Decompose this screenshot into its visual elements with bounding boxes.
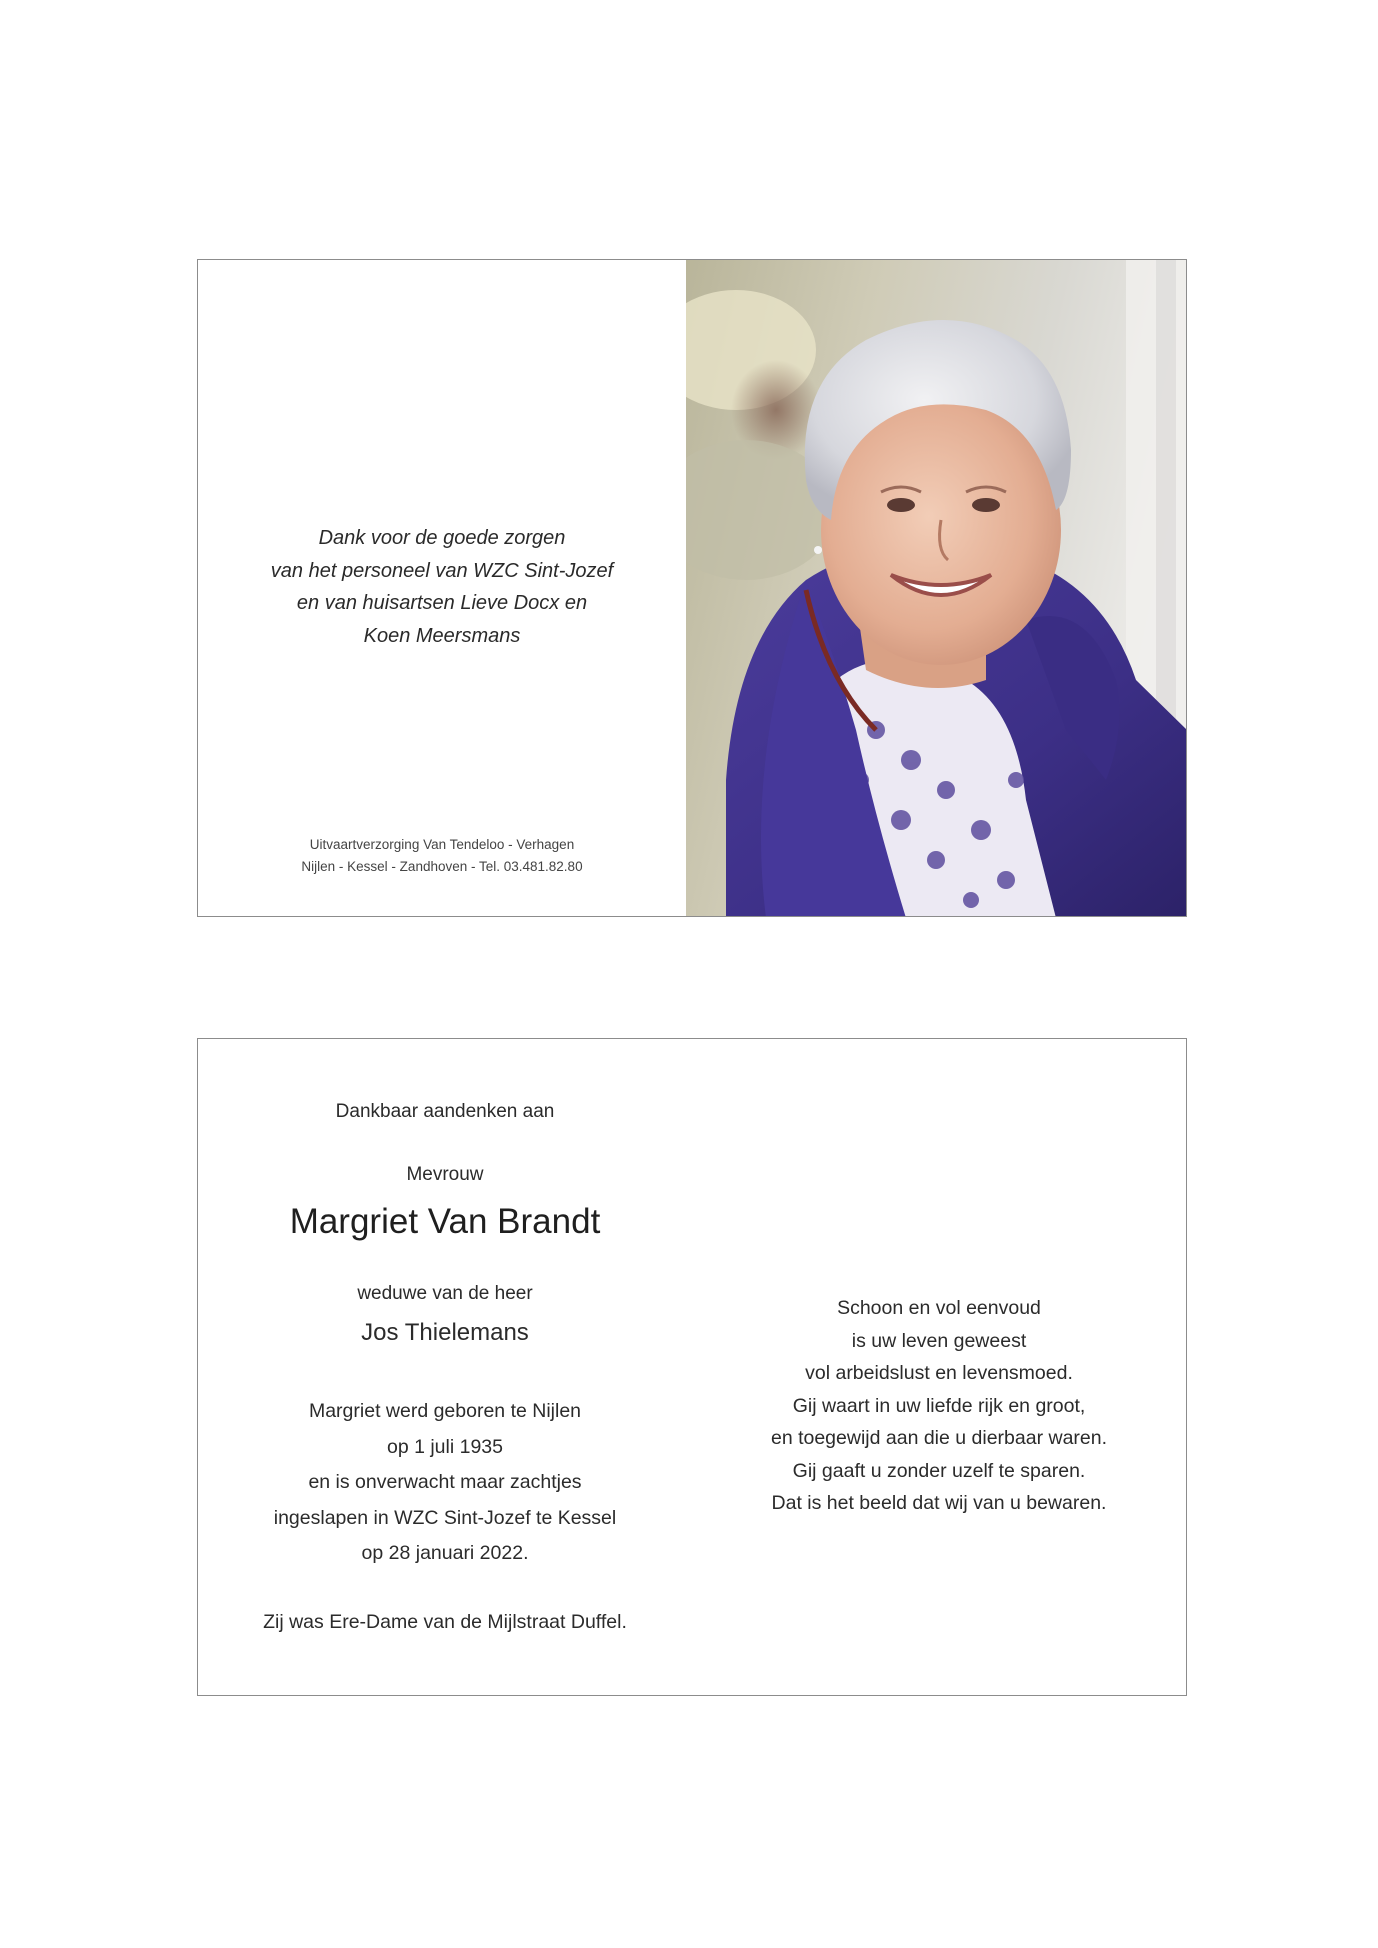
thanks-line: en van huisartsen Lieve Docx en: [296, 592, 588, 614]
poem-column: [692, 1039, 1186, 1695]
poem-line: is uw leven geweest: [851, 1329, 1027, 1352]
poem-line: vol arbeidslust en levensmoed.: [805, 1362, 1073, 1384]
poem-line: en toegewijd aan die u dierbaar waren.: [770, 1427, 1108, 1449]
thanks-line: Dank voor de goede zorgen: [318, 527, 566, 549]
poem-line: Dat is het beeld dat wij van u bewaren.: [771, 1492, 1107, 1514]
thanks-line: Koen Meersmans: [363, 624, 521, 647]
card-front: [197, 259, 1187, 917]
honor-text: Zij was Ere-Dame van de Mijlstraat Duffel.: [263, 1611, 627, 1633]
bio-line: ingeslapen in WZC Sint-Jozef te Kessel: [273, 1506, 617, 1529]
deceased-name: Margriet Van Brandt: [289, 1202, 601, 1241]
bio-line: op 1 juli 1935: [386, 1435, 503, 1458]
funeral-home-info: [198, 834, 686, 878]
bio-line: Margriet werd geboren te Nijlen: [308, 1400, 582, 1422]
funeral-home-name: Uitvaartverzorging Van Tendeloo - Verhagen: [309, 837, 575, 852]
poem-line: Gij waart in uw liefde rijk en groot,: [792, 1394, 1086, 1417]
poem: [692, 1292, 1186, 1520]
husband-name: Jos Thielemans: [361, 1319, 529, 1346]
memorial-intro: Dankbaar aandenken aan: [335, 1101, 555, 1122]
front-text-panel: [198, 260, 686, 916]
biography: [198, 1394, 692, 1572]
poem-line: Schoon en vol eenvoud: [837, 1297, 1041, 1319]
thanks-text: [198, 522, 686, 652]
widow-of-label: weduwe van de heer: [357, 1283, 533, 1304]
card-back: [197, 1038, 1187, 1696]
poem-line: Gij gaaft u zonder uzelf te sparen.: [792, 1459, 1086, 1482]
thanks-line: van het personeel van WZC Sint-Jozef: [270, 559, 614, 582]
portrait-photo: [686, 260, 1187, 917]
bio-line: en is onverwacht maar zachtjes: [308, 1471, 582, 1493]
memorial-column: [198, 1039, 692, 1695]
funeral-home-contact: Nijlen - Kessel - Zandhoven - Tel. 03.481.82.80: [301, 859, 583, 874]
honorific: Mevrouw: [406, 1164, 484, 1185]
bio-line: op 28 januari 2022.: [361, 1542, 529, 1564]
